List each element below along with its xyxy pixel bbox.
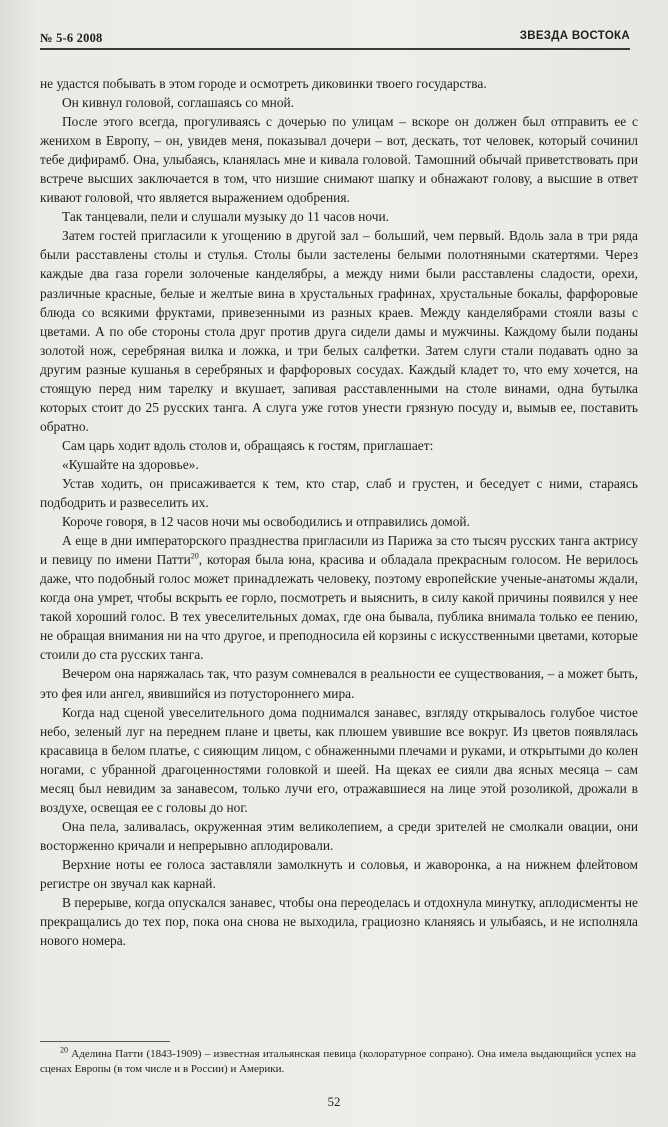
journal-masthead: ЗВЕЗДА ВОСТОКА (519, 30, 630, 42)
paragraph: Верхние ноты ее голоса заставляли замолкнуть и соловья, и жаворонка, а на нижнем флейтовом регистре он звучал как карнай. (40, 856, 638, 891)
footnote-divider (40, 1041, 170, 1042)
footnote (40, 1047, 636, 1076)
page-number: 52 (327, 1094, 341, 1109)
paragraph: не удастся побывать в этом городе и осмотреть диковинки твоего государства. (40, 76, 487, 91)
paragraph: После этого всегда, прогуливаясь с дочерью по улицам – вскоре он должен был отправить ее с женихом в Европу, – он, увидев меня, показывал дочери – вот, дескать, тот человек, который сочинил тебе дифирамб. Она, улыбаясь, кланялась мне и кивала головой. Тамошний обычай приветствовать при встрече высших заключается в том, что низшие снимают шапку и обнажают голову, а высшие в ответ кивают головой, что является выражением одобрения. (40, 114, 638, 206)
issue-number: № 5-6 2008 (40, 31, 103, 45)
paragraph: Короче говоря, в 12 часов ночи мы освободились и отправились домой. (62, 514, 470, 530)
paragraph: Устав ходить, он присаживается к тем, кто стар, слаб и грустен, и беседует с ними, стараясь подбодрить и развеселить их. (40, 475, 638, 511)
paragraph: Когда над сценой увеселительного дома поднимался занавес, взгляду открывалось голубое чистое небо, зеленый луг на переднем плане и цветы, как плюшем увившие все вокруг. Из цветов появлялась красавица в белом платье, с сияющим лицом, с обнаженными плечами и руками, и открытыми до колен ногами, с убранной драгоценностями головкой и шеей. На щеках ее сияли два ясных месяца – сам месяц был невидим за занавесом, только лучи его, отражавшиеся на лице этой розоликой, дрожали в воздухе, освещая ее с головы до ног. (40, 704, 638, 815)
paragraph: Он кивнул головой, соглашаясь со мной. (62, 95, 295, 111)
footnote-number: 20 (60, 1045, 68, 1055)
paragraph: «Кушайте на здоровье». (62, 456, 199, 472)
article-body (40, 74, 638, 950)
paragraph: Затем гостей пригласили к угощению в другой зал – больший, чем первый. Вдоль зала в три ряда были расставлены столы и стулья. Столы были застелены белыми полотняными скатертями. Через каждые два газа горели золоченые канделябры, а между ними были расставлены сладости, орехи, различные красные, белые и желтые вина в хрустальных графинах, хрустальные бокалы, фарфоровые блюда со всякими фруктами, привезенными из разных краев. Между канделябрами стояли вазы с цветами. А по обе стороны стола друг против друга сидели дамы и мужчины. Каждому были поданы золотой нож, серебряная вилка и ложка, и три белых салфетки. Затем слуги стали подавать одно за другим разные кушанья в серебряных и фарфоровых сосудах. Каждый кладет то, что ему хочется, на стоящую перед ним тарелку и вкушает, запивая расставленными на столе винами, одна бутылка которых стоит до 25 русских танга. А слуга уже готов унести грязную посуду и, вымыв ее, поставить обратно. (40, 228, 638, 434)
paragraph: Она пела, заливалась, окруженная этим великолепием, а среди зрителей не смолкали овации, они восторженно кричали и непрерывно аплодировали. (40, 818, 638, 853)
paragraph: Сам царь ходит вдоль столов и, обращаясь к гостям, приглашает: (62, 437, 434, 453)
paragraph-patti (40, 531, 638, 664)
paragraph: В перерыве, когда опускался занавес, чтобы она переоделась и отдохнула минутку, аплодисменты не прекращались до тех пор, пока она снова не выходила, грациозно кланяясь и улыбаясь, и не исполняла нового номера. (40, 895, 638, 949)
running-header (40, 30, 630, 50)
footnote-text: Аделина Патти (1843-1909) – известная итальянская певица (колоратурное сопрано). Она имела выдающийся успех на сценах Европы (в том числе и в России) и Америки. (40, 1048, 636, 1075)
paragraph-patti-end: , которая была юна, красива и обладала прекрасным голосом. Не верилось даже, что подобный голос может принадлежать человеку, поэтому европейские ученые-анатомы ждали, когда она умрет, чтобы вскрыть ее горло, посмотреть и выяснить, в силу какой причины появился у нее такой хороший голос. В тех увеселительных домах, где она бывала, публика внимала только ее пению, не обращая внимания ни на что другое, и преподносила ей корзины с искусственными цветами, которые стоили до ста русских танга. (40, 552, 638, 663)
paragraph-patti-start: А еще в дни императорского празднества пригласили из Парижа за сто тысяч русских танга актрису и певицу по имени Патти (40, 533, 638, 568)
paragraph: Вечером она наряжалась так, что разум сомневался в реальности ее существования, – а может быть, это фея или ангел, явившийся из потустороннего мира. (40, 666, 638, 701)
paragraph: Так танцевали, пели и слушали музыку до 11 часов ночи. (62, 209, 389, 225)
footnote-reference[interactable]: 20 (190, 551, 199, 561)
